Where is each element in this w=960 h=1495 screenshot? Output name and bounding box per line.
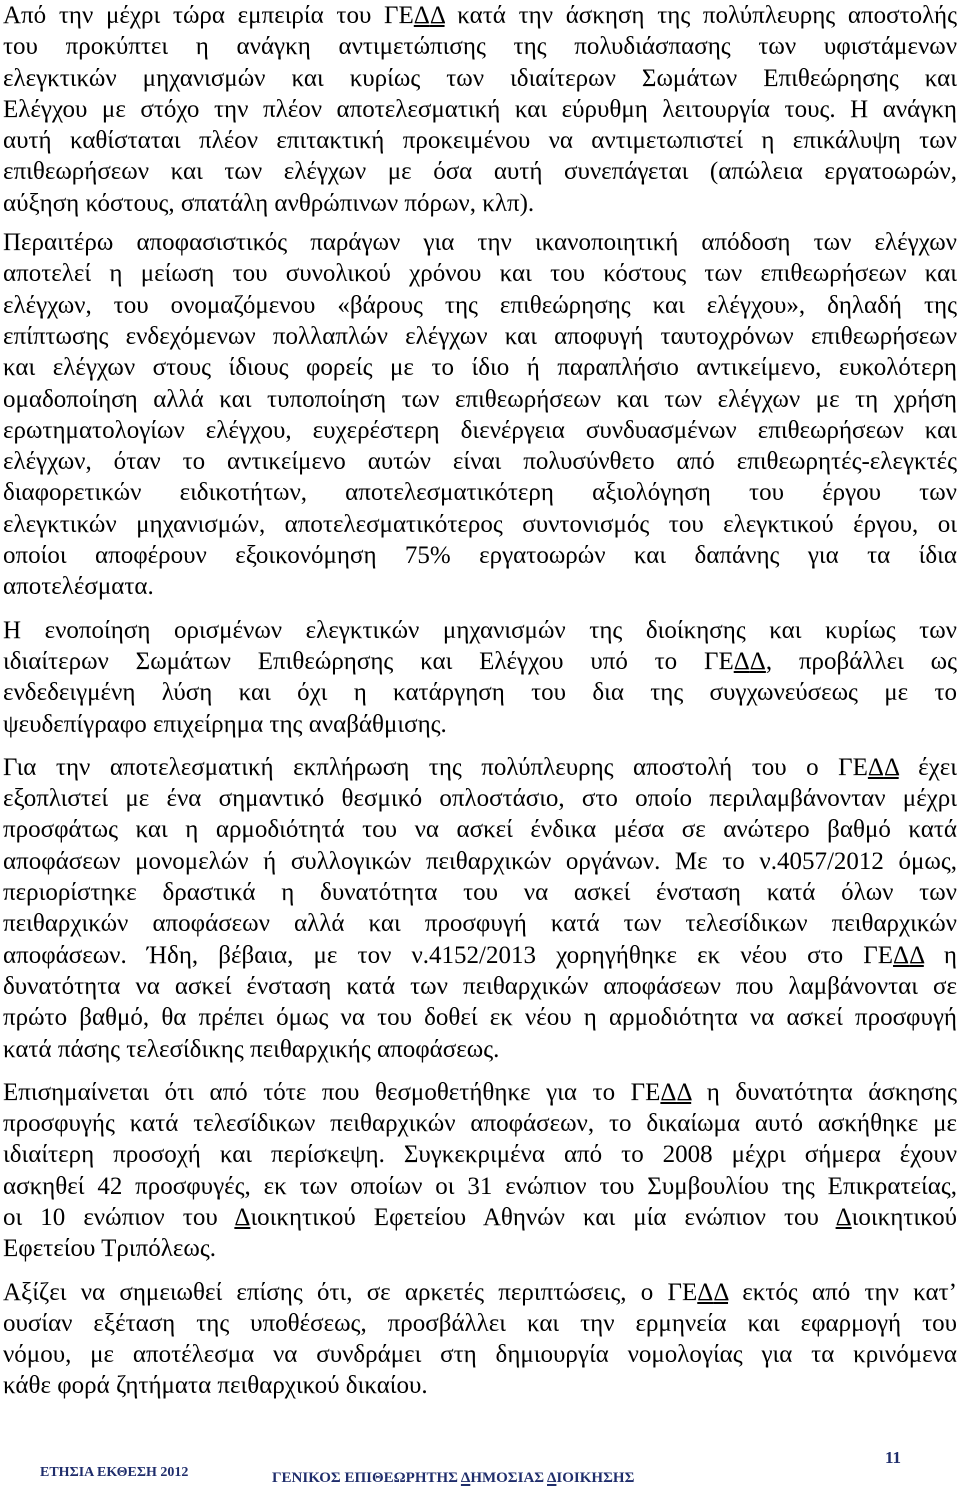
underlined-letter: Δ (413, 2, 430, 29)
text-line: Επισημαίνεται ότι από τότε που θεσμοθετήθηκε για το ΓΕΔΔ η δυνατότητα άσκησης (3, 1078, 957, 1106)
text-line: ελέγχων, του ονομαζόμενου «βάρους της επιθεώρησης και ελέγχου», δηλαδή της (3, 291, 957, 319)
footer-organization: ΓΕΝΙΚΟΣ ΕΠΙΘΕΩΡΗΤΗΣ ΔΗΜΟΣΙΑΣ ΔΙΟΙΚΗΣΗΣ (272, 1470, 635, 1486)
page-number: 11 (885, 1448, 902, 1467)
text-line: προσφάτως και η αρμοδιότητά του να ασκεί ένδικα μέσα σε ανώτερο βαθμό κατά (3, 816, 957, 844)
text-line: Αξίζει να σημειωθεί επίσης ότι, σε αρκετές περιπτώσεις, ο ΓΕΔΔ εκτός από την κατ’ (3, 1278, 957, 1306)
paragraph (3, 1077, 957, 1265)
text-line: δυνατότητα να ασκεί ένσταση κατά των πειθαρχικών αποφάσεων που λαμβάνονται σε (3, 972, 957, 1000)
underlined-letter: Δ (234, 1203, 251, 1231)
underlined-letter: Δ (676, 1078, 692, 1106)
text-line: περιορίστηκε δραστικά η δυνατότητα του να ασκεί ένσταση κατά όλων των (3, 879, 957, 907)
text-line: επίπτωσης ενδεχόμενων πολλαπλών ελέγχων και αποφυγή ταυτοχρόνων επιθεωρήσεων (3, 322, 957, 350)
text-line: Περαιτέρω αποφασιστικός παράγων για την ικανοποιητική απόδοση των ελέγχων (3, 229, 957, 257)
underlined-letter: Δ (429, 2, 445, 29)
text-line: ελέγχων, όταν το αντικείμενο αυτών είναι πολυσύνθετο από επιθεωρητές-ελεγκτές (3, 448, 957, 476)
text-line: αποτελέσματα. (3, 573, 154, 601)
text-line: ουσίαν εξέταση της υποθέσεως, προσβάλλει και την ερμηνεία και εφαρμογή του (3, 1309, 957, 1337)
underlined-letter: Δ (909, 941, 924, 969)
text-line: ιδιαίτερη προσοχή και περίσκεψη. Συγκεκριμένα από το 2008 μέχρι σήμερα έχουν (3, 1141, 957, 1169)
paragraph (3, 752, 957, 1065)
text-line: ελεγκτικών μηχανισμών, αποτελεσματικότερος συντονισμός του ελεγκτικού έργου, οι (3, 510, 957, 538)
paragraph (3, 615, 957, 740)
footer-report-title: ΕΤΗΣΙΑ ΕΚΘΕΣΗ 2012 (40, 1465, 189, 1480)
text-line: κάθε φορά ζητήματα πειθαρχικού δικαίου. (3, 1372, 428, 1400)
text-line: πρώτο βαθμό, θα πρέπει όμως να του δοθεί εκ νέου η αρμοδιότητα να ασκεί προσφυγή (3, 1004, 957, 1032)
paragraph (3, 0, 957, 219)
text-line: αύξηση κόστους, σπατάλη ανθρώπινων πόρων, κλπ). (3, 189, 535, 217)
underlined-letter: Δ (893, 941, 910, 969)
text-line: νόμου, με αποτέλεσμα να συνδράμει στη δημιουργία νομολογίας για τα κρινόμενα (3, 1341, 957, 1369)
text-line: επιθεωρήσεων και των ελέγχων με όσα αυτή συνεπάγεται (απώλεια εργατοωρών, (3, 158, 957, 186)
underlined-letter: Δ (749, 647, 766, 675)
paragraph (3, 227, 957, 603)
text-line: πειθαρχικών αποφάσεων αλλά και προσφυγή κατά των τελεσίδικων πειθαρχικών (3, 910, 957, 938)
text-line: ψευδεπίγραφο επιχείρημα της αναβάθμισης. (3, 710, 447, 738)
text-line: Για την αποτελεσματική εκπλήρωση της πολύπλευρης αποστολή του ο ΓΕΔΔ έχει (3, 753, 957, 781)
text-line: οποίοι αποφέρουν εξοικονόμηση 75% εργατοωρών και δαπάνης για τα ίδια (3, 542, 957, 570)
text-line: ερωτηματολογίων ελέγχου, ευχερέστερη διενέργεια συνδυασμένων επιθεωρήσεων και (3, 416, 957, 444)
paragraph (3, 1277, 957, 1402)
text-line: Η ενοποίηση ορισμένων ελεγκτικών μηχανισμών της διοίκησης και κυρίως των (3, 616, 957, 644)
text-line: Από την μέχρι τώρα εμπειρία του ΓΕΔΔ κατά την άσκηση της πολύπλευρης αποστολής (3, 2, 957, 29)
underlined-letter: Δ (697, 1278, 714, 1306)
underlined-letter: Δ (835, 1203, 852, 1231)
text-line: Ελέγχου με στόχο την πλέον αποτελεσματική και εύρυθμη λειτουργία τους. Η ανάγκη (3, 95, 957, 123)
underlined-letter: Δ (883, 753, 899, 781)
text-line: του προκύπτει η ανάγκη αντιμετώπισης της πολυδιάσπασης των υφιστάμενων (3, 33, 957, 61)
text-line: αποτελεί η μείωση του συνολικού χρόνου και του κόστους των επιθεωρήσεων και (3, 260, 957, 288)
text-line: αποφάσεων μονομελών ή συλλογικών πειθαρχικών οργάνων. Με το ν.4057/2012 όμως, (3, 847, 957, 875)
text-line: ενδεδειγμένη λύση και όχι η κατάργηση του δια της συγχωνεύσεως με το (3, 679, 957, 707)
underlined-letter: Δ (660, 1078, 677, 1106)
text-line: διαφορετικών ειδικοτήτων, αποτελεσματικότερη αξιολόγηση του έργου των (3, 479, 957, 507)
document-page (3, 0, 957, 1414)
text-line: αποφάσεων. Ήδη, βέβαια, με τον ν.4152/2013 χορηγήθηκε εκ νέου στο ΓΕΔΔ η (3, 941, 957, 969)
text-line: ομαδοποίηση αλλά και τυποποίηση των επιθεωρήσεων και των ελέγχων με τη χρήση (3, 385, 957, 413)
underlined-letter: Δ (713, 1278, 729, 1306)
underlined-letter: Δ (733, 647, 750, 675)
text-line: αυτή καθίσταται πλέον επιτακτική προκειμένου να αντιμετωπιστεί η επικάλυψη των (3, 127, 957, 155)
text-line: ελεγκτικών μηχανισμών και κυρίως των ιδιαίτερων Σωμάτων Επιθεώρησης και (3, 64, 957, 92)
text-line: εξοπλιστεί με ένα σημαντικό θεσμικό οπλοστάσιο, στο οποίο περιλαμβάνονταν μέχρι (3, 785, 957, 813)
text-line: κατά πάσης τελεσίδικης πειθαρχικής αποφάσεως. (3, 1035, 500, 1063)
text-line: ασκηθεί 42 προσφυγές, εκ των οποίων οι 31 ενώπιον του Συμβουλίου της Επικρατείας, (3, 1172, 957, 1200)
underlined-letter: Δ (867, 753, 884, 781)
text-line: και ελέγχων στους ίδιους φορείς με το ίδιο ή παραπλήσιο αντικείμενο, ευκολότερη (3, 354, 957, 382)
text-line: ιδιαίτερων Σωμάτων Επιθεώρησης και Ελέγχου υπό το ΓΕΔΔ, προβάλλει ως (3, 647, 957, 675)
text-line: προσφυγής κατά τελεσίδικων πειθαρχικών αποφάσεων, το δικαίωμα αυτό ασκήθηκε με (3, 1110, 957, 1138)
text-line: οι 10 ενώπιον του Διοικητικού Εφετείου Αθηνών και μία ενώπιον του Διοικητικού (3, 1203, 957, 1231)
underlined-letter: Δ (460, 1470, 471, 1486)
underlined-letter: Δ (547, 1470, 557, 1486)
text-line: Εφετείου Τριπόλεως. (3, 1235, 216, 1263)
